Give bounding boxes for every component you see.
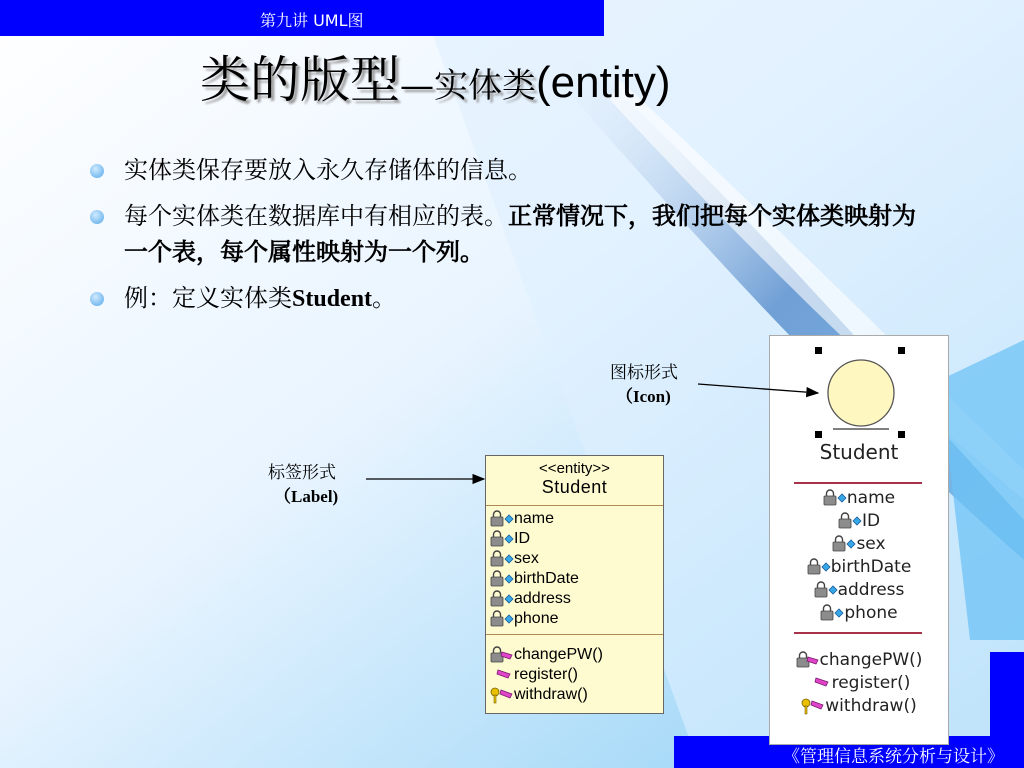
private-attribute-icon [823,489,847,507]
attribute-row: phone [770,601,948,624]
private-operation-icon [796,651,820,669]
attribute-compartment [486,506,663,635]
slide-title [200,40,670,112]
compartment-separator [794,482,922,484]
public-operation-icon [490,666,514,684]
attribute-row: phone [490,609,663,629]
class-name: Student [819,440,899,464]
operation-row: register() [770,671,948,694]
private-attribute-icon [814,581,838,599]
operation-row: withdraw() [770,694,948,717]
operation-row: withdraw() [490,685,663,705]
attribute-row: ID [770,509,948,532]
title-dash: — [400,66,434,106]
private-attribute-icon [490,570,514,588]
private-attribute-icon [490,530,514,548]
label-form-caption: 标签形式 （Label) [268,463,339,506]
title-en: (entity) [536,58,671,107]
private-attribute-icon [838,512,862,530]
private-operation-icon [490,646,514,664]
operation-compartment [770,648,948,717]
corner-decoration [990,652,1024,736]
private-attribute-icon [490,590,514,608]
private-attribute-icon [490,550,514,568]
protected-operation-icon [801,697,825,715]
icon-form-class-box [769,335,949,745]
title-main: 类的版型 [200,51,400,109]
private-attribute-icon [807,558,831,576]
bullet-item: 实体类保存要放入永久存储体的信息。 [88,152,918,188]
operation-compartment [486,635,663,705]
bullet-icon [90,164,104,178]
bullet-icon [90,292,104,306]
selection-handle [898,431,905,438]
private-attribute-icon [490,510,514,528]
attribute-row: birthDate [490,569,663,589]
class-header [486,456,663,506]
stereotype-label: <<entity>> [539,460,610,477]
label-form-class-box [485,455,664,714]
attribute-row: sex [770,532,948,555]
private-attribute-icon [820,604,844,622]
attribute-row: name [490,509,663,529]
attribute-row: address [490,589,663,609]
attribute-row: ID [490,529,663,549]
private-attribute-icon [490,610,514,628]
bullet-list [88,152,918,327]
header-bar [0,0,604,36]
course-title: 《管理信息系统分析与设计》 [783,747,1004,767]
bullet-item: 每个实体类在数据库中有相应的表。正常情况下，我们把每个实体类映射为一个表，每个属性映射为一个列。 [88,198,918,270]
compartment-separator [794,632,922,634]
selection-handle [815,431,822,438]
class-name: Student [541,477,608,497]
attribute-row: sex [490,549,663,569]
attribute-row: name [770,486,948,509]
lecture-label: 第九讲 UML图 [260,11,364,30]
operation-row: changePW() [770,648,948,671]
title-sub: 实体类 [434,66,536,106]
bullet-icon [90,210,104,224]
protected-operation-icon [490,686,514,704]
attribute-compartment [770,486,948,624]
attribute-row: address [770,578,948,601]
entity-icon [823,355,899,431]
icon-form-caption: 图标形式 （Icon) [610,363,678,406]
selection-handle [815,347,822,354]
bullet-item: 例：定义实体类Student。 [88,280,918,317]
operation-row: register() [490,665,663,685]
private-attribute-icon [832,535,856,553]
selection-handle [898,347,905,354]
attribute-row: birthDate [770,555,948,578]
operation-row: changePW() [490,645,663,665]
public-operation-icon [808,674,832,692]
